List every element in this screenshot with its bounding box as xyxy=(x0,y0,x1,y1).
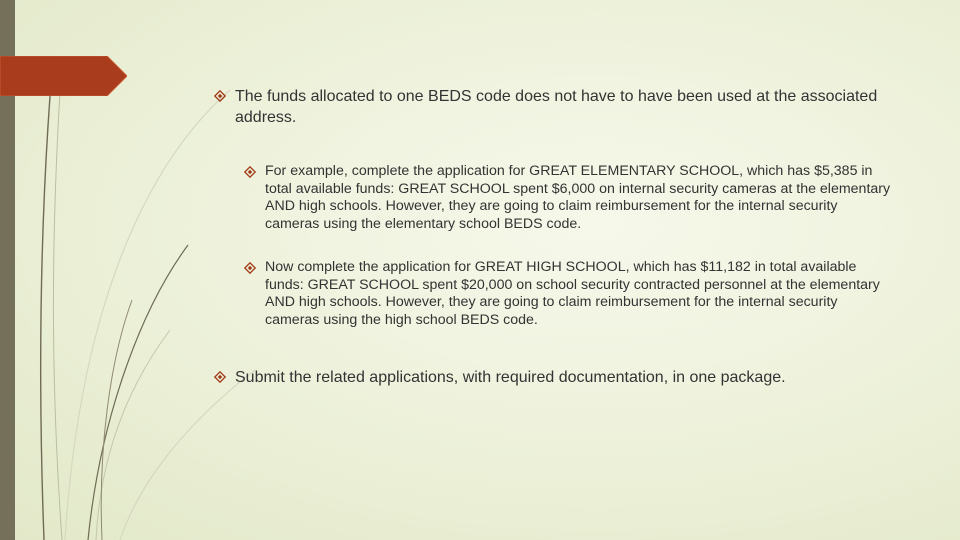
bullet-item xyxy=(214,86,884,128)
red-arrow-tab xyxy=(0,56,127,96)
bullet-text: The funds allocated to one BEDS code does not have to have been used at the associated address. xyxy=(235,88,878,126)
diamond-bullet-icon xyxy=(244,166,256,178)
diamond-bullet-icon xyxy=(244,262,256,274)
diamond-bullet-icon xyxy=(214,90,226,102)
bullet-item xyxy=(214,367,894,388)
sub-bullet-text: For example, complete the application for GREAT ELEMENTARY SCHOOL, which has $5,385 in total available funds: GREAT SCHOOL spent $6,000 on internal security cameras at the elementary AND high schools. However, they are going to claim reimbursement for the internal security cameras using the elementary school BEDS code. xyxy=(265,163,891,232)
sub-bullet-item xyxy=(244,259,892,329)
bullet-text: Submit the related applications, with required documentation, in one package. xyxy=(235,369,786,386)
sub-bullet-item xyxy=(244,163,892,233)
diamond-bullet-icon xyxy=(214,371,226,383)
sub-bullet-text: Now complete the application for GREAT HIGH SCHOOL, which has $11,182 in total available funds: GREAT SCHOOL spent $20,000 on school security contracted personnel at the elementary AND high schools. However, they are going to claim reimbursement for the internal security cameras using the high school BEDS code. xyxy=(265,259,880,328)
